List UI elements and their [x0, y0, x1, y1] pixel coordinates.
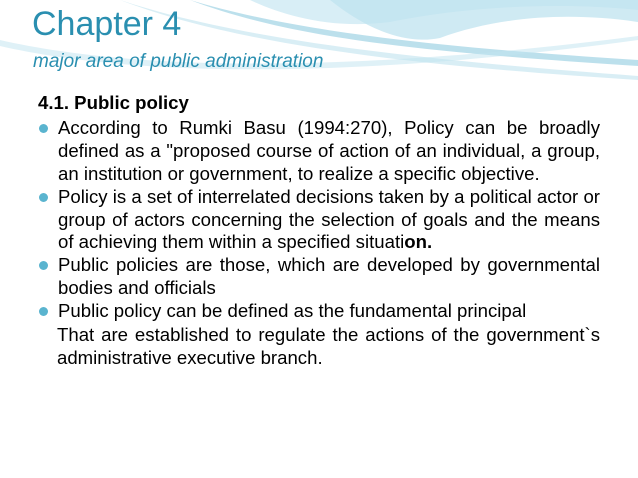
bullet-item: [38, 254, 600, 300]
bullet-item: [38, 117, 600, 186]
header-band: [0, 0, 638, 90]
bullet-item: [38, 186, 600, 255]
bullet-dot-icon: [39, 193, 48, 202]
bullet-text: Public policies are those, which are developed by governmental bodies and officials: [58, 254, 600, 299]
bullet-text: According to Rumki Basu (1994:270), Policy can be broadly defined as a "proposed course of action of an individual, a group, an institution or government, to realize a specific objective.: [58, 116, 600, 184]
chapter-subtitle: major area of public administration: [33, 51, 324, 72]
wave-shape-2: [330, 0, 638, 40]
bullet-dot-icon: [39, 124, 48, 133]
bullet-text: Policy is a set of interrelated decisions taken by a political actor or group of actors concerning the selection of goals and the means of achieving them within a specified situati: [58, 185, 600, 253]
slide-content: [38, 92, 600, 370]
chapter-title: Chapter 4: [32, 5, 182, 43]
bullet-text-bold: on.: [404, 231, 433, 253]
bullet-text: Public policy can be defined as the fundamental principal: [58, 300, 527, 322]
continuation-paragraph: That are established to regulate the actions of the government`s administrative executive branch.: [57, 324, 600, 368]
section-heading: 4.1. Public policy: [38, 92, 189, 113]
bullet-item: [38, 300, 600, 323]
bullet-dot-icon: [39, 261, 48, 270]
bullet-dot-icon: [39, 307, 48, 316]
